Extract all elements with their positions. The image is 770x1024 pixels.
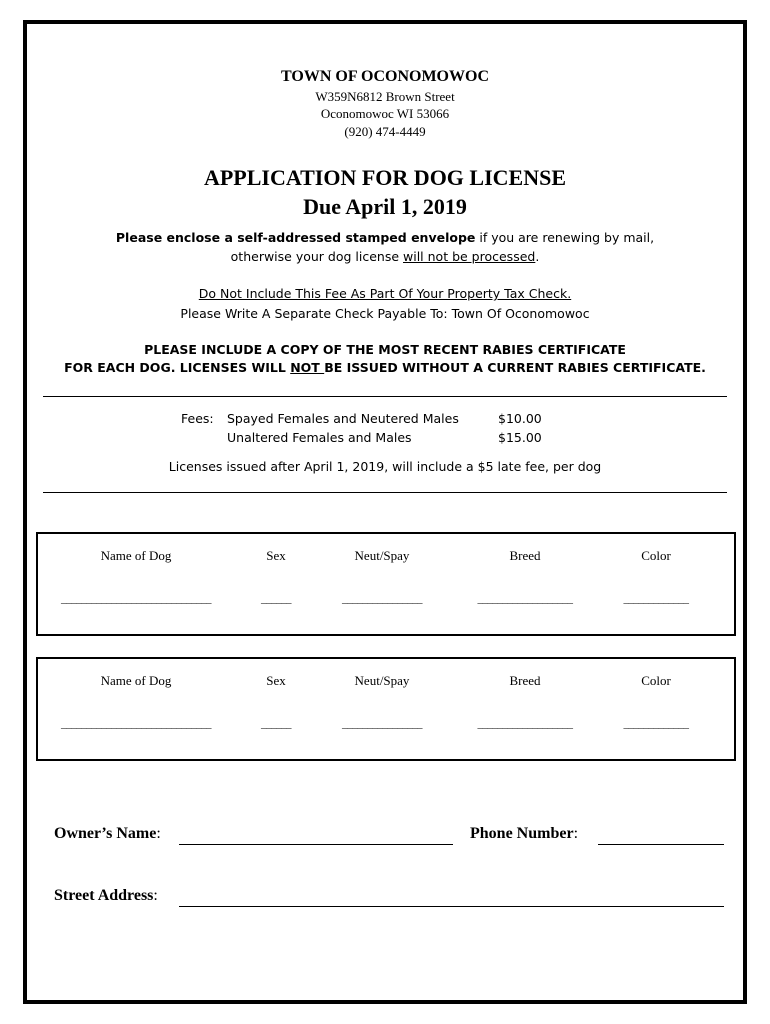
color-field[interactable]: _____________ [623, 718, 689, 730]
dog-name-header: Name of Dog [100, 673, 172, 688]
fee-amount: $15.00 [498, 430, 542, 445]
sex-header: Sex [266, 673, 286, 688]
town-phone-text: (920) 474-4449 [344, 124, 426, 139]
colon: : [153, 887, 158, 904]
envelope-instruction-rest: if you are renewing by mail, [475, 230, 655, 245]
dog-name-field[interactable]: ______________________________ [61, 718, 211, 730]
envelope-instruction [0, 230, 770, 245]
city-state-zip-text: Oconomowoc WI 53066 [320, 106, 450, 121]
neut-spay-header: Neut/Spay [354, 548, 410, 563]
divider [43, 492, 727, 493]
street-address-text: W359N6812 Brown Street [315, 89, 455, 104]
fee-amount: $10.00 [498, 411, 542, 426]
breed-header: Breed [509, 548, 541, 563]
processing-warning-suffix: . [535, 249, 540, 264]
rabies-warning-underlined: NOT [290, 360, 325, 375]
dog-entry-box [36, 532, 736, 636]
colon: : [573, 825, 579, 842]
colon: : [156, 825, 161, 842]
color-field[interactable]: _____________ [623, 593, 689, 605]
neut-spay-field[interactable]: ________________ [342, 593, 422, 605]
street-address-label-text: Street Address [54, 887, 154, 904]
late-fee-note: Licenses issued after April 1, 2019, will include a $5 late fee, per dog [168, 459, 602, 474]
neut-spay-header: Neut/Spay [354, 673, 410, 688]
fee-description: Spayed Females and Neutered Males [227, 411, 459, 426]
neut-spay-field[interactable]: ________________ [342, 718, 422, 730]
breed-header: Breed [509, 673, 541, 688]
sex-field[interactable]: ______ [261, 718, 291, 730]
sex-header: Sex [266, 548, 286, 563]
rabies-warning-prefix: FOR EACH DOG. LICENSES WILL [64, 360, 291, 375]
dog-name-field[interactable]: ______________________________ [61, 593, 211, 605]
owner-name-field[interactable] [179, 844, 453, 845]
tax-check-note [0, 286, 770, 301]
rabies-warning-line2 [0, 360, 770, 375]
rabies-warning-suffix: BE ISSUED WITHOUT A CURRENT RABIES CERTIFICATE. [324, 360, 706, 375]
envelope-instruction-bold: Please enclose a self-addressed stamped envelope [115, 230, 476, 245]
fee-description: Unaltered Females and Males [227, 430, 412, 445]
rabies-warning-line1: PLEASE INCLUDE A COPY OF THE MOST RECENT RABIES CERTIFICATE [144, 342, 626, 357]
application-title: APPLICATION FOR DOG LICENSE [203, 165, 567, 190]
dog-name-header: Name of Dog [100, 548, 172, 563]
divider [43, 396, 727, 397]
color-header: Color [641, 673, 671, 688]
dog-entry-box [36, 657, 736, 761]
tax-check-note-text: Do Not Include This Fee As Part Of Your Property Tax Check. [198, 286, 572, 301]
phone-number-label-text: Phone Number [470, 825, 574, 842]
owner-name-label [54, 825, 161, 843]
breed-field[interactable]: ___________________ [477, 593, 573, 605]
sex-field[interactable]: ______ [261, 593, 291, 605]
street-address-field[interactable] [179, 906, 724, 907]
processing-warning-prefix: otherwise your dog license [230, 249, 404, 264]
processing-warning [0, 249, 770, 264]
phone-number-label [470, 825, 578, 843]
breed-field[interactable]: ___________________ [477, 718, 573, 730]
street-address-label [54, 887, 158, 905]
owner-name-label-text: Owner’s Name [54, 825, 157, 842]
due-date-title: Due April 1, 2019 [303, 194, 467, 219]
color-header: Color [641, 548, 671, 563]
processing-warning-underlined: will not be processed [403, 249, 536, 264]
fees-label: Fees: [181, 411, 214, 426]
phone-number-field[interactable] [598, 844, 724, 845]
check-payable-note: Please Write A Separate Check Payable To: Town Of Oconomowoc [180, 306, 590, 321]
town-name: TOWN OF OCONOMOWOC [281, 68, 489, 85]
